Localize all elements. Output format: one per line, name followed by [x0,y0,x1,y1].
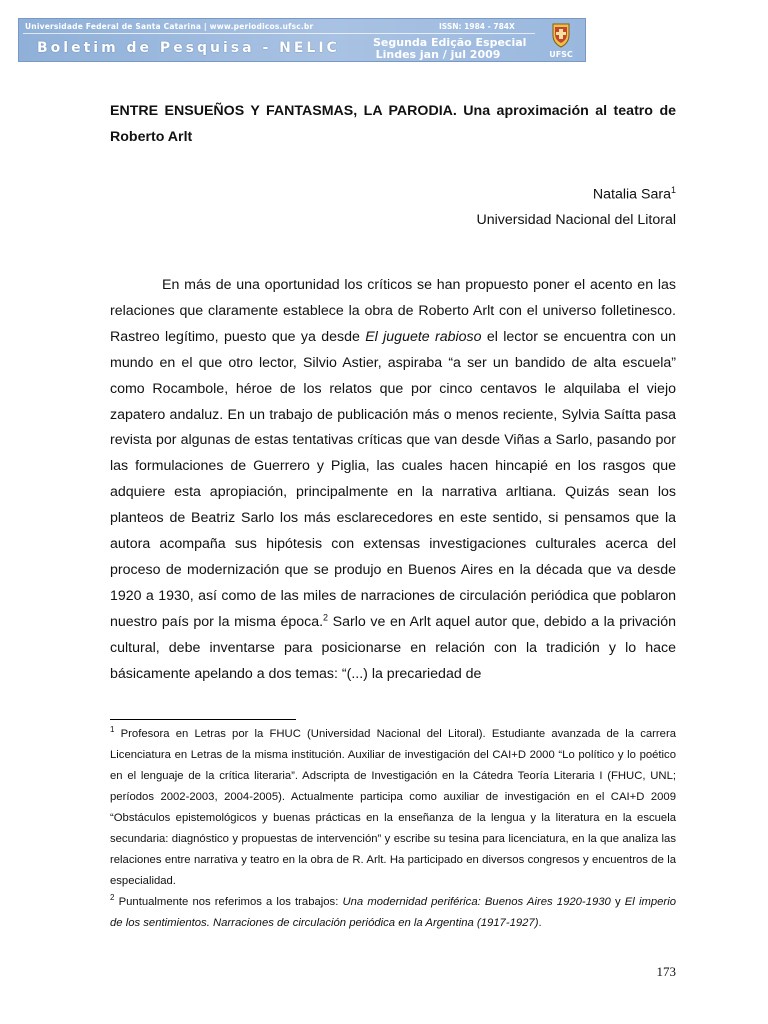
author-name: Natalia Sara [592,186,671,203]
body-text-segment: el lector se encuentra con un mundo en el que otro lector, Silvio Astier, aspiraba “a ser un bandido de alta escuela” como Rocambole, héroe de los relatos que por cinco centavos le alquilaba el viejo zapatero andaluz. En un trabajo de publicación más o menos reciente, Sylvia Saítta pasa revista por algunas de estas tentativas críticas que van desde Viñas a Sarlo, pasando por las formulaciones de Guerrero y Piglia, las cuales hacen hincapié en los rasgos que adquiere esta apropiación, principalmente en la narrativa arltiana. Quizás sean los planteos de Beatriz Sarlo los más esclarecedores en este sentido, si pensamos que la autora acompaña sus hipótesis con extensas investigaciones culturales acerca del proceso de modernización que se produjo en Buenos Aires en la década que va desde 1920 a 1930, así como de las miles de narraciones de circulación periódica que poblaron nuestro país por la misma época. [110,328,676,630]
journal-header-banner [18,18,586,62]
journal-title: Boletim de Pesquisa - NELIC [37,40,340,56]
edition-line-1: Segunda Edição Especial [373,36,527,49]
footnote-2-text: Puntualmente nos referimos a los trabajos: [114,896,343,908]
footnote-2 [110,892,676,934]
footnote-separator [110,719,296,720]
footnote-2-work-1: Una modernidad periférica: Buenos Aires 1920-1930 [342,896,611,908]
body-text-segment: En más de una oportunidad los críticos se han propuesto poner el acento en las relaciones que claramente establece la obra de Roberto Arlt con el universo folletinesco. Rastreo legítimo, puesto que ya desde [110,277,676,345]
footnotes [110,724,676,934]
footnote-1 [110,724,676,892]
ufsc-logo-text: UFSC [549,50,573,59]
footnote-ref-2[interactable]: 2 [323,612,329,623]
university-header-text: Universidade Federal de Santa Catarina | www.periodicos.ufsc.br [25,22,314,31]
author-affiliation: Universidad Nacional del Litoral [476,211,676,228]
article-body [110,273,676,688]
issn-text: ISSN: 1984 - 784X [439,22,515,31]
footnote-1-text: Profesora en Letras por la FHUC (Universidad Nacional del Litoral). Estudiante avanzada de la carrera Licenciatura en Letras de la misma institución. Auxiliar de investigación del CAI+D 2000 “Lo político y lo poético en el lenguaje de la crítica literaria”. Adscripta de Investigación en la Cátedra Teoría Literaria I (FHUC, UNL; períodos 2002-2003, 2004-2005). Actualmente participa como auxiliar de investigación en el CAI+D 2009 “Obstáculos epistemológicos y buenas prácticas en la enseñanza de la lengua y la literatura en la escuela secundaria: diagnóstico y propuestas de intervención” y escribe su tesina para licenciatura, en la que analiza las relaciones entre narrativa y teatro en la obra de R. Arlt. Ha participado en diversos congresos y encuentros de la especialidad. [110,728,676,887]
edition-line-2: Lindes jan / jul 2009 [375,48,501,61]
footnote-ref-1[interactable]: 1 [670,185,676,195]
footnote-2-end: . [538,917,542,929]
ufsc-crest-icon [541,21,581,49]
footnote-2-work-2: El imperio de los sentimientos. Narraciones de circulación periódica en la Argentina (1917-1927) [110,896,676,929]
footnote-marker-2: 2 [110,893,115,903]
edition-info [373,36,527,61]
footnote-marker-1: 1 [110,725,115,735]
footnote-2-connector: y [610,896,625,908]
ufsc-logo [541,21,581,59]
book-title-italic: El juguete rabioso [365,328,482,345]
header-divider [23,33,535,34]
body-text-segment: Sarlo ve en Arlt aquel autor que, debido a la privación cultural, debe inventarse para posicionarse en relación con la tradición y lo hace básicamente apelando a dos temas: “(...) la precariedad de [110,613,676,682]
author-name-line [476,178,676,208]
page-number: 173 [656,964,676,979]
author-block [476,178,676,233]
body-paragraph [110,273,676,688]
article-title: ENTRE ENSUEÑOS Y FANTASMAS, LA PARODIA. Una aproximación al teatro de Roberto Arlt [110,103,676,145]
